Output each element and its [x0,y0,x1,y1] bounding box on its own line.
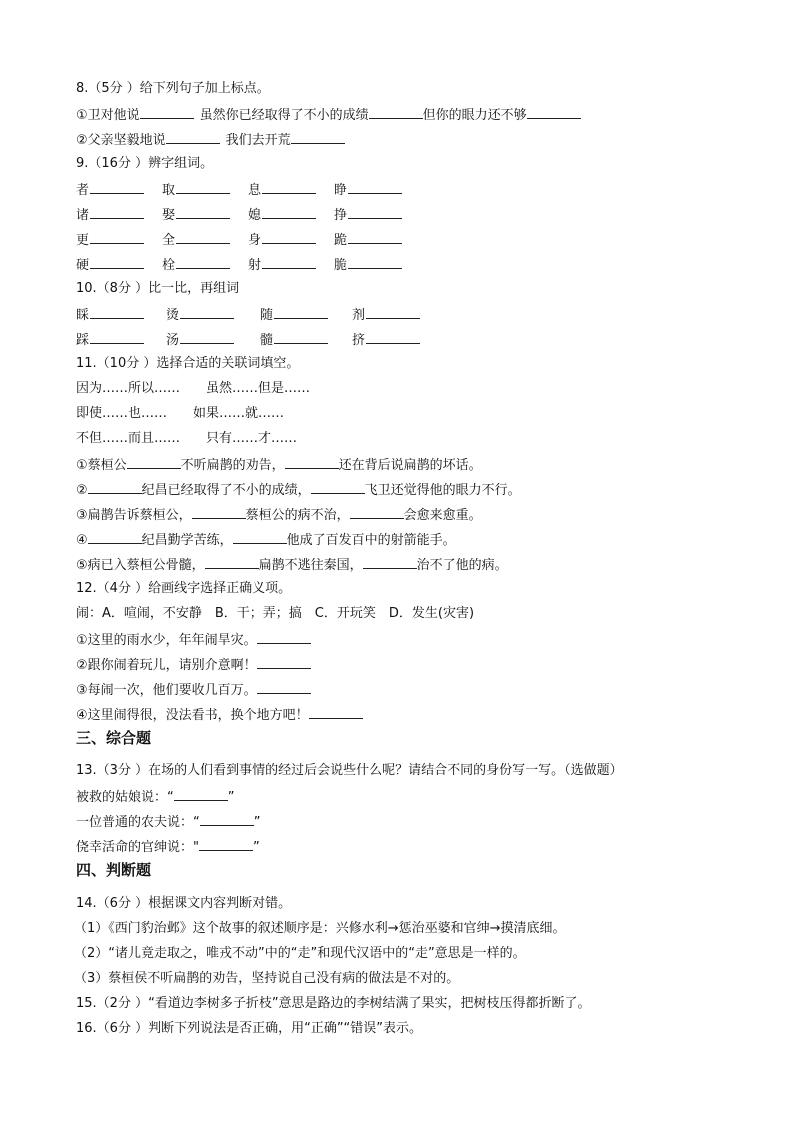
sentence-text: ①蔡桓公 [76,458,127,473]
q11-options-row [76,405,284,423]
sentence-text: 会愈来愈重。 [403,508,482,523]
item-text: ③每闹一次，他们要收几百万。 [76,683,257,698]
answer-blank[interactable] [233,530,287,544]
sentence-text: 他成了百发百中的射箭能手。 [286,533,456,548]
character: 媳 [248,208,262,223]
sentence-text: 飞卫还觉得他的眼力不行。 [364,483,521,498]
q11-options-row [76,430,297,448]
answer-blank[interactable] [90,230,144,244]
answer-blank[interactable] [366,305,420,319]
answer-blank[interactable] [90,330,144,344]
answer-blank[interactable] [311,480,365,494]
answer-blank[interactable] [176,230,230,244]
closing-quote: ” [252,840,260,855]
q12-item [76,655,311,673]
word-cell [162,255,230,275]
answer-blank[interactable] [262,255,316,269]
answer-blank[interactable] [88,480,142,494]
answer-blank[interactable] [262,230,316,244]
q8-text: 我们去开荒 [225,133,291,148]
sentence-text: 不听扁鹊的劝告， [180,458,285,473]
answer-blank[interactable] [257,680,311,694]
sentence-text: 纪昌已经取得了不小的成绩， [141,483,311,498]
word-cell [76,330,144,350]
character: 踩 [76,333,90,348]
conjunction-option: 只有……才…… [206,431,298,446]
character: 者 [76,183,90,198]
answer-blank[interactable] [348,180,402,194]
conjunction-option: 不但……而且…… [76,431,181,446]
q8-title: 8.（5分 ）给下列句子加上标点。 [76,81,270,96]
answer-blank[interactable] [200,812,254,826]
character: 随 [260,308,274,323]
word-cell [334,180,402,200]
character: 挤 [352,333,366,348]
answer-blank[interactable] [274,305,328,319]
word-cell [352,305,420,325]
character: 睬 [76,308,90,323]
word-cell [248,255,316,275]
character: 全 [162,233,176,248]
word-cell [260,305,328,325]
word-cell [352,330,420,350]
conjunction-option: 即使……也…… [76,406,168,421]
sentence-text: ③扁鹊告诉蔡桓公， [76,508,192,523]
q14-item: （3）蔡桓侯不听扁鹊的劝告，坚持说自己没有病的做法是不对的。 [74,971,460,986]
answer-blank[interactable] [199,837,253,851]
word-cell [334,230,402,250]
q12-item [76,680,311,698]
answer-blank[interactable] [262,205,316,219]
character: 脆 [334,258,348,273]
q13-line [76,787,235,805]
q11-sentence [76,530,456,548]
q11-title: 11.（10分 ）选择合适的关联词填空。 [76,356,300,371]
word-cell [166,330,234,350]
sentence-text: 蔡桓公的病不治， [245,508,350,523]
q8-text: ①卫对他说 [76,108,140,123]
word-cell [76,255,144,275]
q16-title: 16.（6分 ）判断下列说法是否正确，用“正确”“错误”表示。 [76,1021,423,1036]
answer-blank[interactable] [90,305,144,319]
answer-blank[interactable] [257,630,311,644]
q13-title: 13.（3分 ）在场的人们看到事情的经过后会说些什么呢？请结合不同的身份写一写。（选做题） [76,763,623,778]
word-cell [76,305,144,325]
q8-text: 但你的眼力还不够 [422,108,527,123]
word-cell [334,205,402,225]
q14-item: （2）“诸儿竟走取之，唯戎不动”中的“走”和现代汉语中的“走”意思是一样的。 [74,946,526,961]
answer-blank[interactable] [348,205,402,219]
character: 挣 [334,208,348,223]
answer-blank[interactable] [369,105,423,119]
speaker-text: 一位普通的农夫说：“ [76,815,200,830]
character: 身 [248,233,262,248]
answer-blank[interactable] [140,105,194,119]
q10-title: 10.（8分 ）比一比，再组词 [76,281,240,296]
word-cell [162,180,230,200]
character: 跪 [334,233,348,248]
word-cell [76,205,144,225]
answer-blank[interactable] [180,330,234,344]
answer-blank[interactable] [127,455,181,469]
character: 栓 [162,258,176,273]
q11-sentence [76,480,521,498]
answer-blank[interactable] [176,180,230,194]
answer-blank[interactable] [90,205,144,219]
answer-blank[interactable] [366,330,420,344]
character: 硬 [76,258,90,273]
answer-blank[interactable] [527,105,581,119]
speaker-text: 侥幸活命的官绅说：" [76,840,199,855]
item-text: ①这里的雨水少，年年闹旱灾。 [76,633,257,648]
q8-line-2 [76,130,345,148]
answer-blank[interactable] [192,505,246,519]
conjunction-option: 因为……所以…… [76,381,181,396]
answer-blank[interactable] [176,255,230,269]
q11-sentence [76,455,482,473]
answer-blank[interactable] [348,230,402,244]
answer-blank[interactable] [205,555,259,569]
answer-blank[interactable] [90,255,144,269]
q14-title: 14.（6分 ）根据课文内容判断对错。 [76,896,292,911]
character: 诸 [76,208,90,223]
item-text: ④这里闹得很，没法看书，换个地方吧！ [76,708,309,723]
word-cell [162,205,230,225]
word-cell [162,230,230,250]
sentence-text: 纪昌勤学苦练， [141,533,233,548]
sentence-text: ② [76,483,88,498]
word-cell [334,255,402,275]
sentence-text: ⑤病已入蔡桓公骨髓， [76,558,205,573]
section-heading: 四、判断题 [76,861,152,879]
answer-blank[interactable] [309,705,363,719]
section-heading: 三、综合题 [76,729,152,747]
answer-blank[interactable] [176,205,230,219]
conjunction-option: 如果……就…… [193,406,285,421]
answer-blank[interactable] [166,130,220,144]
q12-definitions: 闹：A．喧闹，不安静 B．干；弄；搞 C．开玩笑 D．发生(灾害) [76,606,475,621]
q11-sentence [76,505,482,523]
closing-quote: ” [227,790,235,805]
character: 更 [76,233,90,248]
closing-quote: ” [253,815,261,830]
character: 汤 [166,333,180,348]
character: 睁 [334,183,348,198]
character: 剂 [352,308,366,323]
q15-title: 15.（2分 ）“看道边李树多子折枝”意思是路边的李树结满了果实，把树枝压得都折断了。 [76,996,591,1011]
item-text: ②跟你闹着玩儿，请别介意啊！ [76,658,257,673]
q9-title: 9.（16分 ）辨字组词。 [76,156,214,171]
q11-sentence [76,555,508,573]
word-cell [166,305,234,325]
sentence-text: ④ [76,533,88,548]
answer-blank[interactable] [90,180,144,194]
answer-blank[interactable] [180,305,234,319]
q13-line [76,812,261,830]
answer-blank[interactable] [174,787,228,801]
character: 髓 [260,333,274,348]
word-cell [248,230,316,250]
answer-blank[interactable] [274,330,328,344]
answer-blank[interactable] [363,555,417,569]
word-cell [260,330,328,350]
answer-blank[interactable] [257,655,311,669]
answer-blank[interactable] [291,130,345,144]
character: 娶 [162,208,176,223]
conjunction-option: 虽然……但是…… [206,381,311,396]
character: 息 [248,183,262,198]
word-cell [248,205,316,225]
answer-blank[interactable] [285,455,339,469]
q11-options-row [76,380,310,398]
q8-text: 虽然你已经取得了不小的成绩 [199,108,369,123]
answer-blank[interactable] [350,505,404,519]
sentence-text: 还在背后说扁鹊的坏话。 [338,458,482,473]
answer-blank[interactable] [348,255,402,269]
word-cell [248,180,316,200]
q8-line-1 [76,105,581,123]
q8-text: ②父亲坚毅地说 [76,133,166,148]
q12-item [76,630,311,648]
character: 取 [162,183,176,198]
q12-item [76,705,363,723]
speaker-text: 被救的姑娘说：“ [76,790,174,805]
character: 射 [248,258,262,273]
sentence-text: 扁鹊不逃往秦国， [258,558,363,573]
sentence-text: 治不了他的病。 [416,558,508,573]
q13-line [76,837,260,855]
character: 烫 [166,308,180,323]
word-cell [76,180,144,200]
q14-item: （1）《西门豹治邺》这个故事的叙述顺序是：兴修水利→惩治巫婆和官绅→摸清底细。 [74,921,566,936]
answer-blank[interactable] [88,530,142,544]
answer-blank[interactable] [262,180,316,194]
q12-title: 12.（4分 ）给画线字选择正确义项。 [76,581,292,596]
word-cell [76,230,144,250]
